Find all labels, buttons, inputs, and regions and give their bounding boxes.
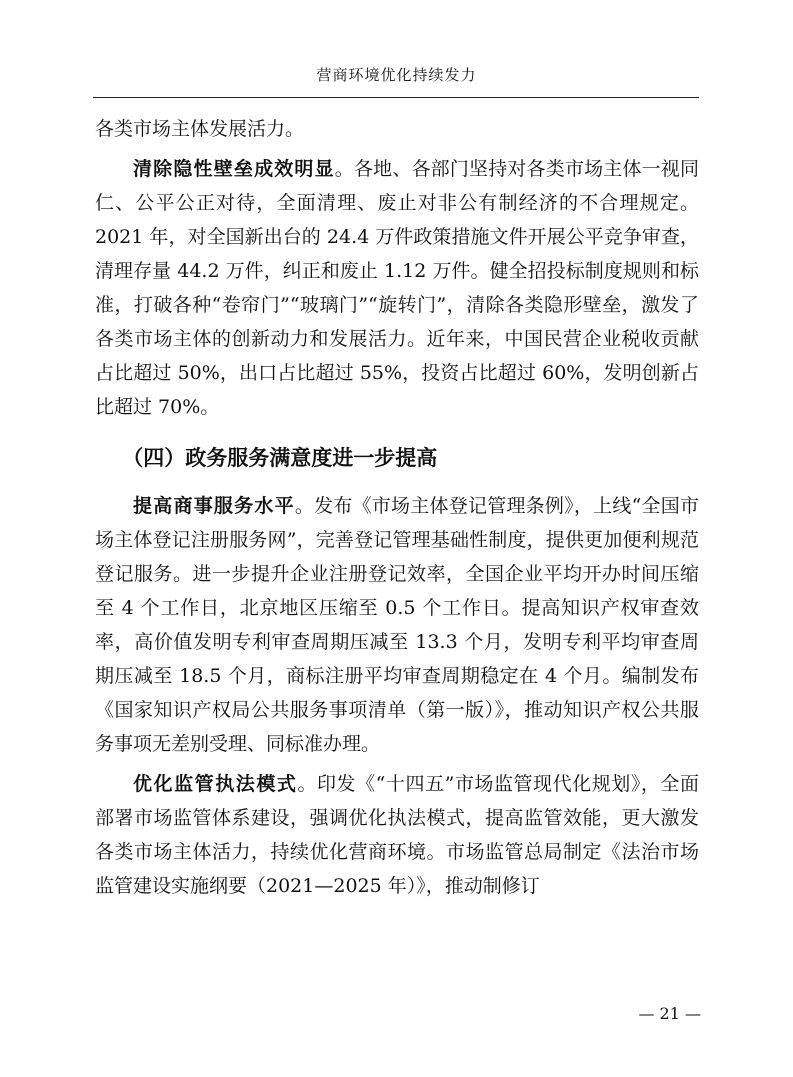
paragraph-barriers [95, 152, 699, 424]
paragraph-regulation [95, 767, 699, 903]
paragraph-text: 。发布《市场主体登记管理条例》，上线“全国市场主体登记注册服务网”，完善登记管理基础性制度，提供更加便利规范登记服务。进一步提升企业注册登记效率，全国企业平均开办时间压缩至 4 个工作日，北京地区压缩至 0.5 个工作日。提高知识产权审查效率，高价值发明专利审查周期压减至 13.3 个月，发明专利平均审查周期压减至 18.5 个月，商标注册平均审查周期稳定在 4 个月。编制发布《国家知识产权局公共服务事项清单（第一版）》，推动知识产权公共服务事项无差别受理、同标准办理。 [95, 495, 699, 755]
paragraph-business-services [95, 489, 699, 761]
paragraph-lead: 清除隐性壁垒成效明显 [133, 158, 335, 180]
paragraph-continuation: 各类市场主体发展活力。 [95, 118, 305, 140]
body-text [95, 112, 699, 903]
page-number: — 21 — [638, 1004, 701, 1023]
section-heading: （四）政务服务满意度进一步提高 [122, 446, 438, 470]
paragraph-text: 。各地、各部门坚持对各类市场主体一视同仁、公平公正对待，全面清理、废止对非公有制经济的不合理规定。2021 年，对全国新出台的 24.4 万件政策措施文件开展公平竞争审查，清理存量 44.2 万件，纠正和废止 1.12 万件。健全招投标制度规则和标准，打破各种“卷帘门”“玻璃门”“旋转门”，清除各类隐形壁垒，激发了各类市场主体的创新动力和发展活力。近年来，中国民营企业税收贡献占比超过 50%，出口占比超过 55%，投资占比超过 60%，发明创新占比超过 70%。 [95, 158, 699, 418]
paragraph-lead: 优化监管执法模式 [133, 773, 298, 795]
paragraph-lead: 提高商事服务水平 [133, 495, 295, 517]
running-header: 营商环境优化持续发力 [316, 66, 477, 84]
header-rule [93, 97, 699, 98]
paragraph-text: 。印发《“十四五”市场监管现代化规划》，全面部署市场监管体系建设，强调优化执法模式，提高监管效能，更大激发各类市场主体活力，持续优化营商环境。市场监管总局制定《法治市场监管建设实施纲要（2021—2025 年）》，推动制修订 [95, 773, 699, 897]
